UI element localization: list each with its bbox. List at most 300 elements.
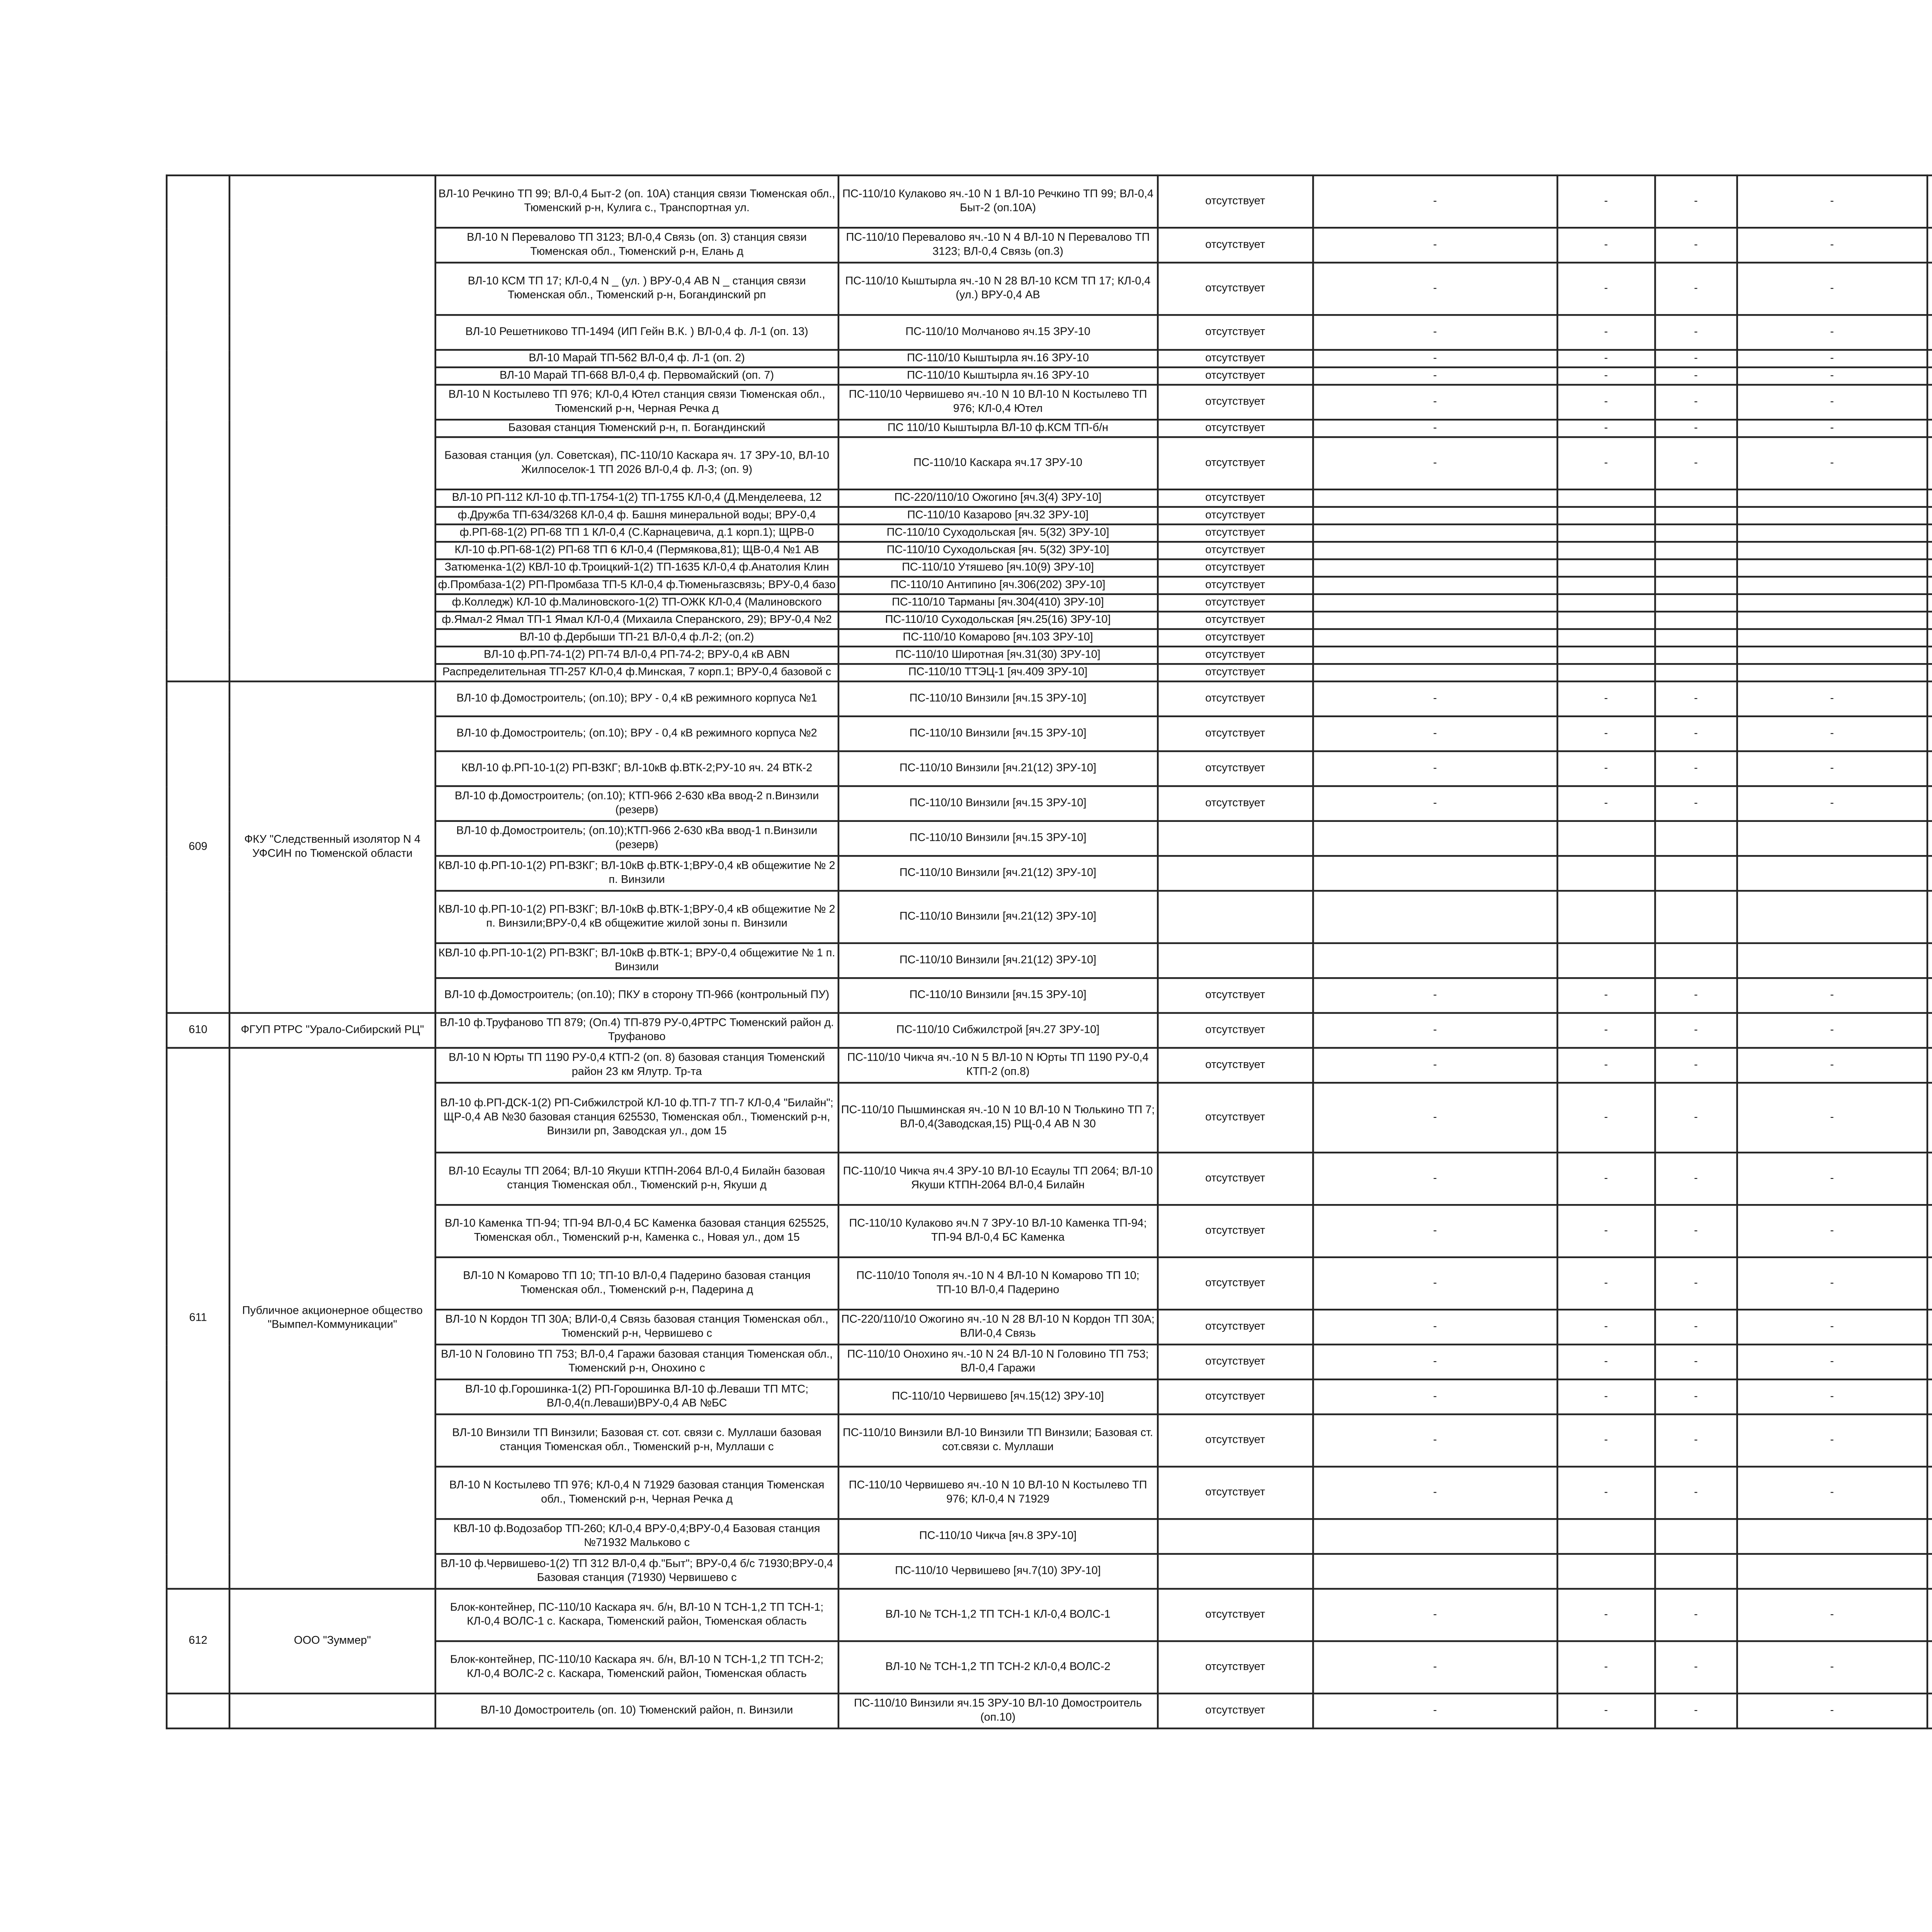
consumer-name (230, 1694, 435, 1728)
value-cell (1927, 786, 1932, 821)
substation: ПС-110/10 Чикча яч.4 ЗРУ-10 ВЛ-10 Есаулы ТП 2064; ВЛ-10 Якуши КТПН-2064 ВЛ-0,4 Билайн (838, 1153, 1157, 1205)
value-cell (1313, 664, 1557, 681)
data-table (166, 175, 1932, 1730)
value-cell: - (1557, 1013, 1655, 1048)
supply-line: Затюменка-1(2) КВЛ-10 ф.Троицкий-1(2) ТП-1635 КЛ-0,4 ф.Анатолия Клин (435, 559, 838, 577)
value-cell: - (1557, 1205, 1655, 1257)
status-cell: отсутствует (1158, 1083, 1313, 1153)
value-cell: - (1737, 1641, 1927, 1693)
supply-line: ВЛ-10 Домостроитель (оп. 10) Тюменский район, п. Винзили (435, 1694, 838, 1728)
supply-line: ВЛ-10 ф.Домостроитель; (оп.10); ПКУ в сторону ТП-966 (контрольный ПУ) (435, 978, 838, 1013)
substation: ПС-110/10 Червишево яч.-10 N 10 ВЛ-10 N Костылево ТП 976; КЛ-0,4 N 71929 (838, 1467, 1157, 1519)
value-cell (1655, 664, 1737, 681)
substation: ПС-110/10 Онохино яч.-10 N 24 ВЛ-10 N Головино ТП 753; ВЛ-0,4 Гаражи (838, 1345, 1157, 1379)
value-cell: - (1313, 420, 1557, 437)
value-cell (1313, 856, 1557, 891)
value-cell: - (1737, 786, 1927, 821)
substation: ПС-110/10 Винзили [яч.21(12) ЗРУ-10] (838, 856, 1157, 891)
supply-line: ВЛ-10 N Костылево ТП 976; КЛ-0,4 N 71929 базовая станция Тюменская обл., Тюменский р-н, Черная Речка д (435, 1467, 838, 1519)
value-cell: - (1655, 263, 1737, 315)
value-cell (1655, 490, 1737, 507)
substation: ПС 110/10 Кыштырла ВЛ-10 ф.КСМ ТП-б/н (838, 420, 1157, 437)
supply-line: ВЛ-10 ф.Домостроитель; (оп.10);КТП-966 2-630 кВа ввод-1 п.Винзили (резерв) (435, 821, 838, 856)
substation: ПС-110/10 Червишево [яч.7(10) ЗРУ-10] (838, 1554, 1157, 1588)
substation: ПС-110/10 Перевалово яч.-10 N 4 ВЛ-10 N Перевалово ТП 3123; ВЛ-0,4 Связь (оп.3) (838, 228, 1157, 262)
value-cell (1927, 1641, 1932, 1693)
value-cell: - (1655, 1310, 1737, 1344)
status-cell: отсутствует (1158, 1345, 1313, 1379)
value-cell: - (1737, 716, 1927, 751)
value-cell (1313, 1519, 1557, 1554)
value-cell (1927, 1013, 1932, 1048)
value-cell: - (1557, 1310, 1655, 1344)
value-cell: - (1557, 786, 1655, 821)
value-cell (1927, 629, 1932, 646)
substation: ВЛ-10 № ТСН-1,2 ТП ТСН-1 КЛ-0,4 ВОЛС-1 (838, 1589, 1157, 1641)
value-cell: - (1557, 1379, 1655, 1414)
value-cell (1557, 507, 1655, 524)
value-cell (1927, 1694, 1932, 1728)
supply-line: ВЛ-10 КСМ ТП 17; КЛ-0,4 N _ (ул. ) ВРУ-0,4 АВ N _ станция связи Тюменская обл., Тюменский р-н, Богандинский рп (435, 263, 838, 315)
group-number: 612 (167, 1589, 230, 1694)
status-cell: отсутствует (1158, 315, 1313, 350)
status-cell (1158, 856, 1313, 891)
value-cell (1737, 1554, 1927, 1588)
supply-line: ВЛ-10 Есаулы ТП 2064; ВЛ-10 Якуши КТПН-2064 ВЛ-0,4 Билайн базовая станция Тюменская обл., Тюменский р-н, Якуши д (435, 1153, 838, 1205)
substation: ПС-110/10 Червишево яч.-10 N 10 ВЛ-10 N Костылево ТП 976; КЛ-0,4 Ютел (838, 385, 1157, 420)
substation: ПС-110/10 Кулаково яч.-10 N 1 ВЛ-10 Речкино ТП 99; ВЛ-0,4 Быт-2 (оп.10А) (838, 175, 1157, 228)
value-cell: - (1557, 1083, 1655, 1153)
substation: ПС-110/10 Комарово [яч.103 ЗРУ-10] (838, 629, 1157, 646)
value-cell (1927, 507, 1932, 524)
value-cell (1557, 821, 1655, 856)
status-cell (1158, 1554, 1313, 1588)
value-cell: - (1557, 1257, 1655, 1310)
supply-line: ф.Промбаза-1(2) РП-Промбаза ТП-5 КЛ-0,4 ф.Тюменьгазсвязь; ВРУ-0,4 базо (435, 577, 838, 594)
value-cell: - (1737, 1205, 1927, 1257)
supply-line: ВЛ-10 N Головино ТП 753; ВЛ-0,4 Гаражи базовая станция Тюменская обл., Тюменский р-н, Онохино с (435, 1345, 838, 1379)
status-cell: отсутствует (1158, 1013, 1313, 1048)
supply-line: КВЛ-10 ф.РП-10-1(2) РП-ВЗКГ; ВЛ-10кВ ф.ВТК-1; ВРУ-0,4 общежитие № 1 п. Винзили (435, 943, 838, 978)
status-cell (1158, 891, 1313, 943)
status-cell: отсутствует (1158, 385, 1313, 420)
substation: ПС-110/10 Винзили ВЛ-10 Винзили ТП Винзили; Базовая ст. сот.связи с. Муллаши (838, 1414, 1157, 1466)
value-cell: - (1313, 716, 1557, 751)
value-cell: - (1655, 1589, 1737, 1641)
value-cell (1927, 681, 1932, 716)
value-cell: - (1313, 1153, 1557, 1205)
substation: ПС-110/10 Винзили [яч.15 ЗРУ-10] (838, 681, 1157, 716)
substation: ПС-110/10 Чикча яч.-10 N 5 ВЛ-10 N Юрты ТП 1190 РУ-0,4 КТП-2 (оп.8) (838, 1048, 1157, 1083)
value-cell (1737, 856, 1927, 891)
substation: ПС-110/10 Винзили [яч.15 ЗРУ-10] (838, 716, 1157, 751)
value-cell (1927, 542, 1932, 559)
value-cell: - (1313, 1379, 1557, 1414)
value-cell (1737, 507, 1927, 524)
status-cell: отсутствует (1158, 524, 1313, 542)
status-cell: отсутствует (1158, 786, 1313, 821)
supply-line: ВЛ-10 Решетниково ТП-1494 (ИП Гейн В.К. ) ВЛ-0,4 ф. Л-1 (оп. 13) (435, 315, 838, 350)
supply-line: Базовая станция (ул. Советская), ПС-110/10 Каскара яч. 17 ЗРУ-10, ВЛ-10 Жилпоселок-1 ТП 2026 ВЛ-0,4 ф. Л-3; (оп. 9) (435, 437, 838, 489)
value-cell: - (1313, 1205, 1557, 1257)
value-cell (1655, 594, 1737, 612)
substation: ПС-110/10 Казарово [яч.32 ЗРУ-10] (838, 507, 1157, 524)
value-cell (1927, 664, 1932, 681)
value-cell (1737, 891, 1927, 943)
value-cell (1557, 612, 1655, 629)
value-cell (1655, 542, 1737, 559)
value-cell (1927, 1589, 1932, 1641)
value-cell (1655, 577, 1737, 594)
value-cell (1655, 646, 1737, 664)
value-cell (1655, 856, 1737, 891)
value-cell (1927, 1083, 1932, 1153)
value-cell (1655, 1554, 1737, 1588)
value-cell (1927, 1048, 1932, 1083)
supply-line: ВЛ-10 ф.Дербыши ТП-21 ВЛ-0,4 ф.Л-2; (оп.2) (435, 629, 838, 646)
value-cell: - (1737, 228, 1927, 262)
substation: ПС-110/10 Тополя яч.-10 N 4 ВЛ-10 N Комарово ТП 10; ТП-10 ВЛ-0,4 Падерино (838, 1257, 1157, 1310)
value-cell: - (1655, 1641, 1737, 1693)
substation: ПС-220/110/10 Ожогино яч.-10 N 28 ВЛ-10 N Кордон ТП 30А; ВЛИ-0,4 Связь (838, 1310, 1157, 1344)
status-cell: отсутствует (1158, 1641, 1313, 1693)
value-cell (1927, 367, 1932, 385)
value-cell: - (1557, 315, 1655, 350)
supply-line: ВЛ-10 ф.Червишево-1(2) ТП 312 ВЛ-0,4 ф."Быт"; ВРУ-0,4 б/с 71930;ВРУ-0,4 Базовая станция (71930) Червишево с (435, 1554, 838, 1588)
value-cell (1927, 716, 1932, 751)
substation: ПС-110/10 Молчаново яч.15 ЗРУ-10 (838, 315, 1157, 350)
status-cell (1158, 1519, 1313, 1554)
substation: ПС-110/10 Винзили яч.15 ЗРУ-10 ВЛ-10 Домостроитель (оп.10) (838, 1694, 1157, 1728)
value-cell: - (1737, 1467, 1927, 1519)
status-cell: отсутствует (1158, 1467, 1313, 1519)
value-cell: - (1737, 1345, 1927, 1379)
supply-line: ВЛ-10 ф.Горошинка-1(2) РП-Горошинка ВЛ-10 ф.Леваши ТП МТС; ВЛ-0,4(п.Леваши)ВРУ-0,4 АВ №БС (435, 1379, 838, 1414)
value-cell: - (1313, 228, 1557, 262)
supply-line: Базовая станция Тюменский р-н, п. Богандинский (435, 420, 838, 437)
value-cell (1737, 490, 1927, 507)
value-cell: - (1557, 751, 1655, 786)
value-cell (1557, 524, 1655, 542)
consumer-name: Публичное акционерное общество "Вымпел-Коммуникации" (230, 1048, 435, 1589)
substation: ПС-110/10 Винзили [яч.21(12) ЗРУ-10] (838, 891, 1157, 943)
value-cell (1927, 612, 1932, 629)
supply-line: ф.Колледж) КЛ-10 ф.Малиновского-1(2) ТП-ОЖК КЛ-0,4 (Малиновского (435, 594, 838, 612)
value-cell: - (1557, 350, 1655, 367)
status-cell: отсутствует (1158, 350, 1313, 367)
value-cell: - (1737, 1013, 1927, 1048)
substation: ПС-110/10 Каскара яч.17 ЗРУ-10 (838, 437, 1157, 489)
value-cell: - (1557, 1414, 1655, 1466)
value-cell (1737, 612, 1927, 629)
value-cell (1557, 1554, 1655, 1588)
supply-line: ВЛ-10 Речкино ТП 99; ВЛ-0,4 Быт-2 (оп. 10А) станция связи Тюменская обл., Тюменский р-н, Кулига с., Транспортная ул. (435, 175, 838, 228)
value-cell: - (1655, 437, 1737, 489)
value-cell: - (1655, 1257, 1737, 1310)
value-cell (1557, 856, 1655, 891)
value-cell (1313, 577, 1557, 594)
supply-line: ВЛ-10 ф.Домостроитель; (оп.10); ВРУ - 0,4 кВ режимного корпуса №1 (435, 681, 838, 716)
supply-line: ВЛ-10 Марай ТП-562 ВЛ-0,4 ф. Л-1 (оп. 2) (435, 350, 838, 367)
table-row (167, 1013, 1932, 1048)
value-cell: - (1737, 437, 1927, 489)
value-cell: - (1313, 367, 1557, 385)
value-cell: - (1737, 1153, 1927, 1205)
value-cell: - (1313, 1589, 1557, 1641)
value-cell (1737, 646, 1927, 664)
substation: ПС-110/10 Антипино [яч.306(202) ЗРУ-10] (838, 577, 1157, 594)
substation: ВЛ-10 № ТСН-1,2 ТП ТСН-2 КЛ-0,4 ВОЛС-2 (838, 1641, 1157, 1693)
value-cell: - (1313, 1694, 1557, 1728)
substation: ПС-110/10 Кулаково яч.N 7 ЗРУ-10 ВЛ-10 Каменка ТП-94; ТП-94 ВЛ-0,4 БС Каменка (838, 1205, 1157, 1257)
value-cell (1313, 1554, 1557, 1588)
value-cell (1927, 821, 1932, 856)
value-cell (1927, 1414, 1932, 1466)
value-cell (1927, 437, 1932, 489)
value-cell: - (1557, 385, 1655, 420)
status-cell: отсутствует (1158, 1379, 1313, 1414)
value-cell: - (1313, 1345, 1557, 1379)
value-cell: - (1737, 1379, 1927, 1414)
status-cell: отсутствует (1158, 594, 1313, 612)
value-cell: - (1557, 978, 1655, 1013)
status-cell: отсутствует (1158, 507, 1313, 524)
consumer-name: ООО "Зуммер" (230, 1589, 435, 1694)
value-cell: - (1313, 978, 1557, 1013)
table-row (167, 175, 1932, 228)
table-row (167, 1589, 1932, 1641)
group-number (167, 175, 230, 682)
value-cell: - (1313, 1414, 1557, 1466)
value-cell (1927, 1519, 1932, 1554)
value-cell: - (1557, 367, 1655, 385)
supply-line: ВЛ-10 N Костылево ТП 976; КЛ-0,4 Ютел станция связи Тюменская обл., Тюменский р-н, Черная Речка д (435, 385, 838, 420)
value-cell (1927, 385, 1932, 420)
value-cell: - (1655, 367, 1737, 385)
value-cell (1655, 612, 1737, 629)
value-cell: - (1737, 350, 1927, 367)
value-cell: - (1737, 1083, 1927, 1153)
value-cell (1313, 507, 1557, 524)
value-cell: - (1557, 1153, 1655, 1205)
value-cell: - (1737, 263, 1927, 315)
value-cell: - (1313, 263, 1557, 315)
value-cell (1927, 490, 1932, 507)
value-cell: - (1737, 315, 1927, 350)
value-cell: - (1313, 437, 1557, 489)
value-cell (1655, 1519, 1737, 1554)
value-cell (1655, 507, 1737, 524)
value-cell: - (1655, 716, 1737, 751)
supply-line: ВЛ-10 ф.Труфаново ТП 879; (Оп.4) ТП-879 РУ-0,4РТРС Тюменский район д. Труфаново (435, 1013, 838, 1048)
value-cell (1737, 821, 1927, 856)
status-cell: отсутствует (1158, 228, 1313, 262)
substation: ПС-110/10 Кыштырла яч.16 ЗРУ-10 (838, 367, 1157, 385)
table-row (167, 1048, 1932, 1083)
value-cell (1737, 943, 1927, 978)
value-cell (1927, 559, 1932, 577)
value-cell: - (1313, 1048, 1557, 1083)
supply-line: КВЛ-10 ф.Водозабор ТП-260; КЛ-0,4 ВРУ-0,4;ВРУ-0,4 Базовая станция №71932 Мальково с (435, 1519, 838, 1554)
supply-line: КВЛ-10 ф.РП-10-1(2) РП-ВЗКГ; ВЛ-10кВ ф.ВТК-1;ВРУ-0,4 кВ общежитие № 2 п. Винзили;ВРУ-0,4 кВ общежитие жилой зоны п. Винзили (435, 891, 838, 943)
value-cell: - (1557, 228, 1655, 262)
value-cell (1927, 1467, 1932, 1519)
value-cell: - (1557, 716, 1655, 751)
group-number: 609 (167, 681, 230, 1013)
supply-line: ВЛ-10 N Кордон ТП 30А; ВЛИ-0,4 Связь базовая станция Тюменская обл., Тюменский р-н, Червишево с (435, 1310, 838, 1344)
value-cell (1737, 629, 1927, 646)
substation: ПС-110/10 Утяшево [яч.10(9) ЗРУ-10] (838, 559, 1157, 577)
status-cell: отсутствует (1158, 263, 1313, 315)
value-cell: - (1313, 1257, 1557, 1310)
supply-line: ВЛ-10 ф.РП-74-1(2) РП-74 ВЛ-0,4 РП-74-2; ВРУ-0,4 кВ АВN (435, 646, 838, 664)
value-cell: - (1655, 315, 1737, 350)
value-cell: - (1313, 681, 1557, 716)
supply-line: ВЛ-10 N Перевалово ТП 3123; ВЛ-0,4 Связь (оп. 3) станция связи Тюменская обл., Тюменский р-н, Елань д (435, 228, 838, 262)
substation: ПС-220/110/10 Ожогино [яч.3(4) ЗРУ-10] (838, 490, 1157, 507)
value-cell: - (1655, 385, 1737, 420)
status-cell: отсутствует (1158, 751, 1313, 786)
value-cell: - (1737, 681, 1927, 716)
status-cell: отсутствует (1158, 437, 1313, 489)
status-cell: отсутствует (1158, 490, 1313, 507)
value-cell (1927, 646, 1932, 664)
value-cell: - (1655, 1205, 1737, 1257)
status-cell: отсутствует (1158, 1205, 1313, 1257)
value-cell: - (1313, 1083, 1557, 1153)
value-cell (1927, 175, 1932, 228)
status-cell: отсутствует (1158, 978, 1313, 1013)
value-cell (1927, 228, 1932, 262)
value-cell: - (1737, 367, 1927, 385)
supply-line: КЛ-10 ф.РП-68-1(2) РП-68 ТП 6 КЛ-0,4 (Пермякова,81); ЩВ-0,4 №1 АВ (435, 542, 838, 559)
supply-line: ВЛ-10 Винзили ТП Винзили; Базовая ст. сот. связи с. Муллаши базовая станция Тюменская обл., Тюменский р-н, Муллаши с (435, 1414, 838, 1466)
status-cell: отсутствует (1158, 1310, 1313, 1344)
value-cell: - (1557, 263, 1655, 315)
value-cell: - (1655, 1153, 1737, 1205)
value-cell: - (1737, 1694, 1927, 1728)
value-cell (1927, 1345, 1932, 1379)
table-row (167, 1694, 1932, 1728)
supply-line: ВЛ-10 РП-112 КЛ-10 ф.ТП-1754-1(2) ТП-1755 КЛ-0,4 (Д.Менделеева, 12 (435, 490, 838, 507)
value-cell (1927, 350, 1932, 367)
status-cell: отсутствует (1158, 542, 1313, 559)
value-cell: - (1737, 1310, 1927, 1344)
substation: ПС-110/10 Винзили [яч.15 ЗРУ-10] (838, 821, 1157, 856)
value-cell (1737, 1519, 1927, 1554)
value-cell (1737, 524, 1927, 542)
value-cell: - (1655, 420, 1737, 437)
substation: ПС-110/10 ТТЭЦ-1 [яч.409 ЗРУ-10] (838, 664, 1157, 681)
status-cell: отсутствует (1158, 175, 1313, 228)
supply-line: КВЛ-10 ф.РП-10-1(2) РП-ВЗКГ; ВЛ-10кВ ф.ВТК-2;РУ-10 яч. 24 ВТК-2 (435, 751, 838, 786)
value-cell (1557, 943, 1655, 978)
status-cell: отсутствует (1158, 577, 1313, 594)
supply-line: ф.РП-68-1(2) РП-68 ТП 1 КЛ-0,4 (С.Карнацевича, д.1 корп.1); ЩРВ-0 (435, 524, 838, 542)
value-cell (1557, 664, 1655, 681)
substation: ПС-110/10 Суходольская [яч. 5(32) ЗРУ-10] (838, 524, 1157, 542)
value-cell: - (1737, 751, 1927, 786)
value-cell: - (1655, 350, 1737, 367)
status-cell: отсутствует (1158, 629, 1313, 646)
value-cell: - (1737, 978, 1927, 1013)
supply-line: ВЛ-10 N Комарово ТП 10; ТП-10 ВЛ-0,4 Падерино базовая станция Тюменская обл., Тюменский р-н, Падерина д (435, 1257, 838, 1310)
value-cell (1927, 1379, 1932, 1414)
value-cell (1557, 542, 1655, 559)
value-cell (1655, 821, 1737, 856)
value-cell (1313, 821, 1557, 856)
substation: ПС-110/10 Суходольская [яч.25(16) ЗРУ-10] (838, 612, 1157, 629)
value-cell (1927, 978, 1932, 1013)
value-cell (1557, 1519, 1655, 1554)
supply-line: ВЛ-10 ф.Домостроитель; (оп.10); КТП-966 2-630 кВа ввод-2 п.Винзили (резерв) (435, 786, 838, 821)
substation: ПС-110/10 Винзили [яч.21(12) ЗРУ-10] (838, 751, 1157, 786)
value-cell: - (1655, 175, 1737, 228)
value-cell: - (1655, 1083, 1737, 1153)
value-cell: - (1313, 1641, 1557, 1693)
status-cell: отсутствует (1158, 1694, 1313, 1728)
value-cell: - (1557, 437, 1655, 489)
value-cell: - (1737, 1414, 1927, 1466)
value-cell (1927, 577, 1932, 594)
consumer-name (230, 175, 435, 682)
supply-line: Блок-контейнер, ПС-110/10 Каскара яч. б/н, ВЛ-10 N ТСН-1,2 ТП ТСН-1; КЛ-0,4 ВОЛС-1 с. Каскара, Тюменский район, Тюменская область (435, 1589, 838, 1641)
status-cell: отсутствует (1158, 367, 1313, 385)
substation: ПС-110/10 Суходольская [яч. 5(32) ЗРУ-10] (838, 542, 1157, 559)
supply-line: ВЛ-10 N Юрты ТП 1190 РУ-0,4 КТП-2 (оп. 8) базовая станция Тюменский район 23 км Ялутр. Тр-та (435, 1048, 838, 1083)
value-cell (1927, 1205, 1932, 1257)
substation: ПС-110/10 Сибжилстрой [яч.27 ЗРУ-10] (838, 1013, 1157, 1048)
value-cell (1557, 490, 1655, 507)
value-cell (1313, 524, 1557, 542)
status-cell (1158, 943, 1313, 978)
table-row (167, 681, 1932, 716)
value-cell: - (1313, 385, 1557, 420)
value-cell: - (1557, 420, 1655, 437)
substation: ПС-110/10 Широтная [яч.31(30) ЗРУ-10] (838, 646, 1157, 664)
substation: ПС-110/10 Чикча [яч.8 ЗРУ-10] (838, 1519, 1157, 1554)
value-cell (1927, 751, 1932, 786)
value-cell (1655, 629, 1737, 646)
status-cell: отсутствует (1158, 1414, 1313, 1466)
value-cell (1927, 315, 1932, 350)
substation: ПС-110/10 Тарманы [яч.304(410) ЗРУ-10] (838, 594, 1157, 612)
substation: ПС-110/10 Винзили [яч.15 ЗРУ-10] (838, 786, 1157, 821)
value-cell: - (1655, 1345, 1737, 1379)
value-cell: - (1557, 1048, 1655, 1083)
value-cell (1737, 594, 1927, 612)
consumer-name: ФГУП РТРС "Урало-Сибирский РЦ" (230, 1013, 435, 1048)
value-cell (1737, 542, 1927, 559)
value-cell (1655, 524, 1737, 542)
value-cell (1927, 1153, 1932, 1205)
value-cell: - (1313, 751, 1557, 786)
value-cell (1313, 629, 1557, 646)
value-cell: - (1313, 175, 1557, 228)
substation: ПС-110/10 Пышминская яч.-10 N 10 ВЛ-10 N Тюлькино ТП 7; ВЛ-0,4(Заводская,15) РЩ-0,4 АВ N 30 (838, 1083, 1157, 1153)
value-cell (1927, 420, 1932, 437)
value-cell (1313, 542, 1557, 559)
status-cell: отсутствует (1158, 646, 1313, 664)
status-cell: отсутствует (1158, 681, 1313, 716)
value-cell (1927, 891, 1932, 943)
value-cell: - (1557, 1467, 1655, 1519)
value-cell (1737, 559, 1927, 577)
value-cell (1927, 943, 1932, 978)
value-cell: - (1737, 385, 1927, 420)
substation: ПС-110/10 Червишево [яч.15(12) ЗРУ-10] (838, 1379, 1157, 1414)
substation: ПС-110/10 Кыштырла яч.-10 N 28 ВЛ-10 КСМ ТП 17; КЛ-0,4 (ул.) ВРУ-0,4 АВ (838, 263, 1157, 315)
